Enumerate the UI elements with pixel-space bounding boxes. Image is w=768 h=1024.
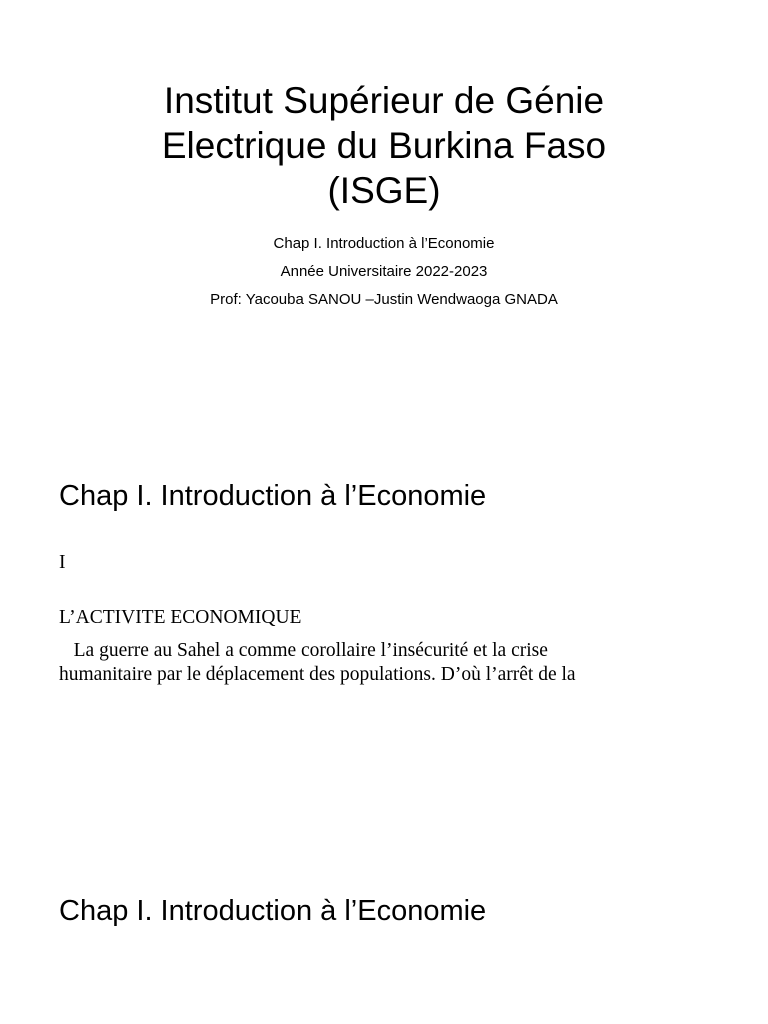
institution-title (0, 78, 768, 213)
institution-title-line-1: Institut Supérieur de Génie (163, 80, 605, 121)
professors: Prof: Yacouba SANOU –Justin Wendwaoga GNADA (210, 291, 558, 308)
paragraph-line-2: humanitaire par le déplacement des populations. D’où l’arrêt de la (59, 664, 576, 685)
academic-year: Année Universitaire 2022-2023 (280, 263, 488, 280)
institution-title-line-3: (ISGE) (327, 170, 441, 211)
chapter-subtitle: Chap I. Introduction à l’Economie (273, 235, 495, 252)
slide-3-heading: Chap I. Introduction à l’Economie (59, 895, 487, 927)
institution-title-line-2: Electrique du Burkina Faso (161, 125, 607, 166)
section-numeral: I (59, 552, 66, 573)
paragraph-line-1: La guerre au Sahel a comme corollaire l’insécurité et la crise (59, 640, 548, 661)
title-page-details (0, 230, 768, 314)
section-title: L’ACTIVITE ECONOMIQUE (59, 607, 302, 628)
slide-2-heading: Chap I. Introduction à l’Economie (59, 480, 487, 512)
